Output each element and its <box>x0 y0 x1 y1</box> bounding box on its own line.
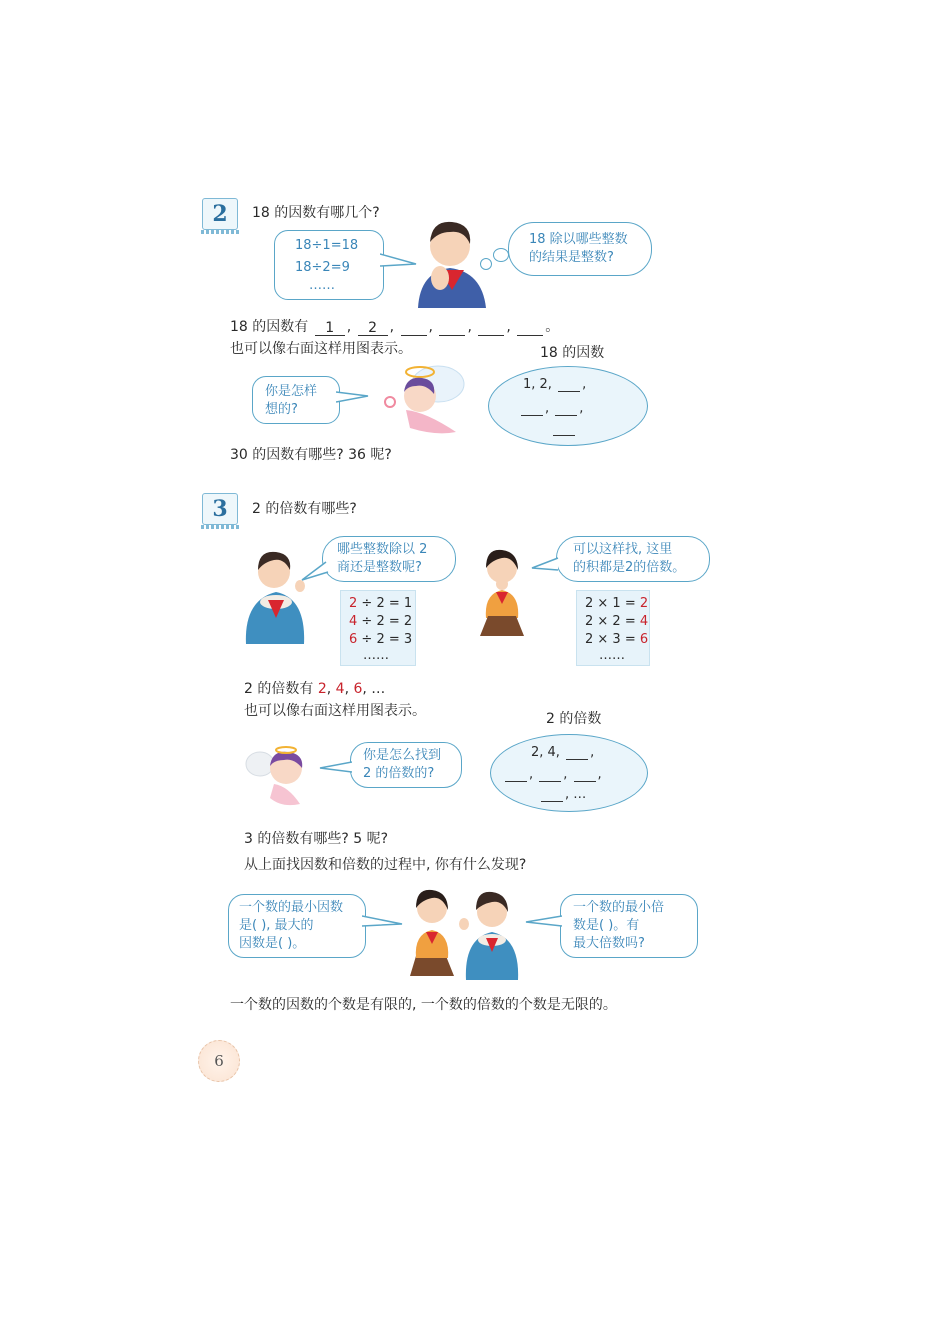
multiple-value: 6 <box>353 681 363 697</box>
bubble-line: 哪些整数除以 2 <box>337 542 428 557</box>
girl-blue-coat-illustration <box>240 540 312 644</box>
graph-hint: 也可以像右面这样用图表示。 <box>230 341 412 357</box>
calc-row <box>585 613 648 631</box>
calc-row <box>349 595 412 613</box>
set-values: 1, 2, <box>523 377 552 392</box>
set-line <box>523 377 586 392</box>
bubble-line: 一个数的最小因数 <box>239 900 344 915</box>
multiple-value: 4 <box>335 681 345 697</box>
angel-illustration <box>376 362 472 442</box>
calc-row <box>585 595 648 613</box>
example-question: 2 的倍数有哪些? <box>252 501 357 517</box>
multiple-value: 2 <box>317 681 327 697</box>
calc-op: ÷ 2 = 2 <box>357 614 413 629</box>
bubble-line: 因数是( )。 <box>239 936 306 951</box>
dividend: 6 <box>349 632 358 647</box>
set-blank <box>558 377 580 392</box>
right-girl-bubble <box>556 536 710 582</box>
example-number-badge: 2 <box>202 198 238 230</box>
dividend: 2 <box>349 596 358 611</box>
set-values: 2, 4, <box>531 745 560 760</box>
bubble-tail <box>318 760 352 774</box>
set-title: 18 的因数 <box>540 345 605 361</box>
bubble-line: 是( ), 最大的 <box>239 918 314 933</box>
bubble-tail <box>524 914 562 930</box>
multiple-answer-line: 2 的倍数有 2, 4, 6, … <box>244 681 386 697</box>
page-number: 6 <box>198 1040 240 1082</box>
division-calc-bubble <box>274 230 384 300</box>
followup-question: 30 的因数有哪些? 36 呢? <box>230 447 392 463</box>
thought-line: 的结果是整数? <box>529 250 614 265</box>
set-sep: , <box>582 377 587 392</box>
calc-op: ÷ 2 = 1 <box>357 596 413 611</box>
factor-answer-line: 18 的因数有 1 , 2 , , , , 。 <box>230 319 560 336</box>
set-blank <box>553 421 575 436</box>
product: 2 <box>639 596 649 611</box>
calc-line: 18÷2=9 <box>295 260 350 275</box>
answer-suffix: , … <box>362 681 386 697</box>
bubble-line: 商还是整数呢? <box>337 560 422 575</box>
bubble-tail <box>362 914 404 930</box>
answer-blank <box>478 319 504 336</box>
set-sep: , … <box>565 787 587 802</box>
multiple-infinite-bubble <box>560 894 698 958</box>
answer-prefix: 2 的倍数有 <box>244 681 314 697</box>
bubble-line: 可以这样找, 这里 <box>573 542 673 557</box>
girl-orange-illustration <box>472 540 532 640</box>
followup-question: 3 的倍数有哪些? 5 呢? <box>244 831 389 847</box>
calc-row <box>363 647 389 665</box>
calc-op: 2 × 3 = <box>585 632 640 647</box>
calc-op: …… <box>363 648 389 663</box>
bubble-line: 数是( )。有 <box>573 918 640 933</box>
answer-blank-filled: 2 <box>358 319 388 336</box>
product: 4 <box>639 614 649 629</box>
set-sep: , <box>579 401 584 416</box>
calc-op: 2 × 1 = <box>585 596 640 611</box>
calc-op: 2 × 2 = <box>585 614 640 629</box>
thought-line: 18 除以哪些整数 <box>529 232 628 247</box>
set-line <box>551 421 577 436</box>
thought-dot <box>493 248 509 262</box>
angel-bubble <box>252 376 340 424</box>
calc-op: ÷ 2 = 3 <box>357 632 413 647</box>
factor-set-oval <box>488 366 648 446</box>
set-title: 2 的倍数 <box>546 711 602 727</box>
answer-prefix: 18 的因数有 <box>230 319 309 335</box>
answer-blank <box>439 319 465 336</box>
bubble-tail <box>530 556 562 576</box>
bubble-line: 一个数的最小倍 <box>573 900 665 915</box>
answer-blank <box>401 319 427 336</box>
example-number-badge: 3 <box>202 493 238 525</box>
left-girl-bubble <box>322 536 456 582</box>
calc-row <box>599 647 625 665</box>
min-factor-bubble <box>228 894 366 958</box>
angel-bubble <box>350 742 462 788</box>
set-sep: , <box>545 401 550 416</box>
set-line: 2, 4, , <box>531 745 595 760</box>
multiplication-calc-box <box>576 590 650 666</box>
bubble-tail <box>336 390 370 406</box>
division-calc-box <box>340 590 416 666</box>
answer-end: 。 <box>545 319 560 335</box>
set-line: , , , <box>503 767 602 782</box>
set-blank <box>505 767 527 782</box>
set-blank <box>555 401 577 416</box>
answer-blank-filled: 1 <box>315 319 345 336</box>
answer-blank <box>517 319 543 336</box>
set-line <box>519 401 583 416</box>
graph-hint: 也可以像右面这样用图表示。 <box>244 703 426 719</box>
example-question: 18 的因数有哪几个? <box>252 205 380 221</box>
boy-thought-bubble <box>508 222 652 276</box>
bubble-line: 的积都是2的倍数。 <box>573 560 686 575</box>
bubble-line: 最大倍数吗? <box>573 936 645 951</box>
set-line <box>539 787 586 802</box>
set-blank <box>521 401 543 416</box>
bubble-tail <box>300 560 330 584</box>
calc-row <box>349 613 412 631</box>
dividend: 4 <box>349 614 358 629</box>
product: 6 <box>639 632 649 647</box>
calc-line: 18÷1=18 <box>295 238 359 253</box>
thought-dot <box>480 258 492 270</box>
bubble-line: 2 的倍数的? <box>363 766 435 781</box>
conclusion-text: 一个数的因数的个数是有限的, 一个数的倍数的个数是无限的。 <box>230 997 617 1013</box>
bubble-line: 想的? <box>265 402 298 417</box>
set-blank <box>539 767 561 782</box>
thinking-boy-illustration <box>410 212 492 308</box>
discovery-question: 从上面找因数和倍数的过程中, 你有什么发现? <box>244 857 527 873</box>
calc-op: …… <box>599 648 625 663</box>
set-blank <box>566 745 588 760</box>
two-girls-illustration <box>404 884 524 980</box>
bubble-line: 你是怎样 <box>265 384 318 399</box>
angel-illustration <box>244 738 318 810</box>
calc-line: …… <box>309 278 335 293</box>
bubble-line: 你是怎么找到 <box>363 748 442 763</box>
multiple-set-oval <box>490 734 648 812</box>
set-blank <box>541 787 563 802</box>
set-blank <box>574 767 596 782</box>
